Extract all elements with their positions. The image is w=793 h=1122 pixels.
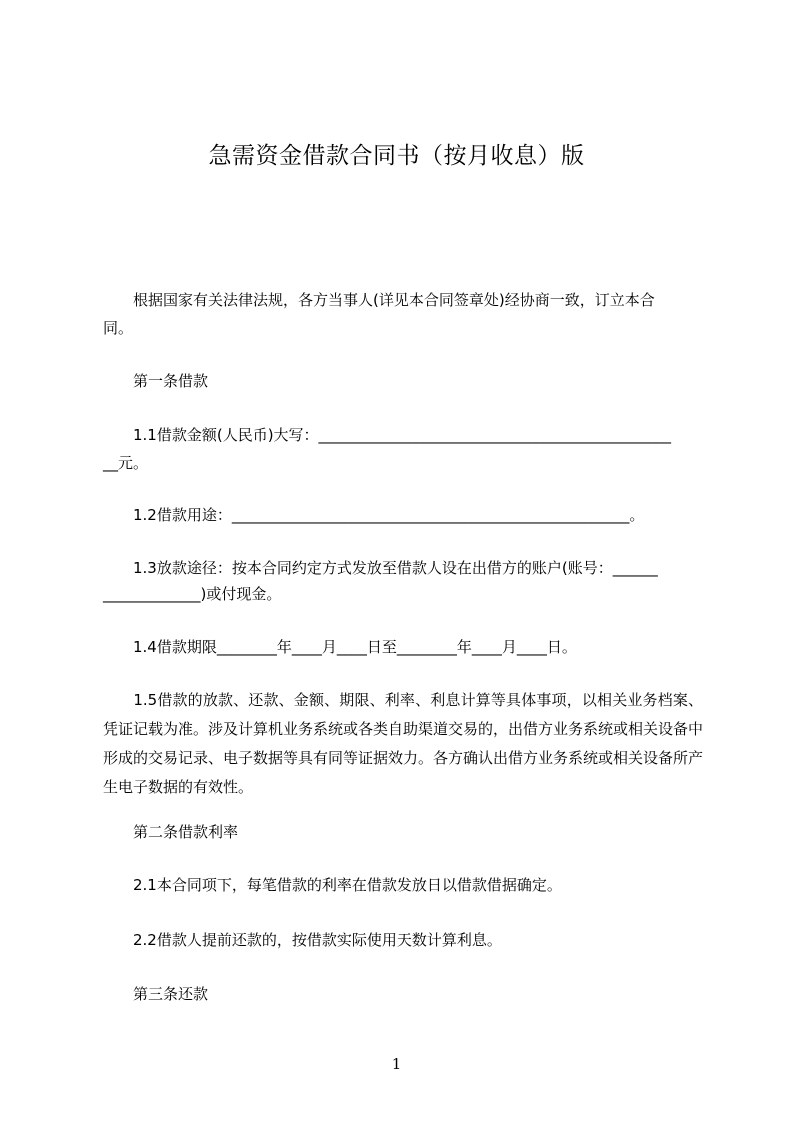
- clause-1-5: 1.5借款的放款、还款、金额、期限、利率、利息计算等具体事项，以相关业务档案、凭证记载为准。涉及计算机业务系统或各类自助渠道交易的，出借方业务系统或相关设备中形成的交易记录、电子数据等具有同等证据效力。各方确认出借方业务系统或相关设备所产生电子数据的有效性。: [103, 691, 704, 796]
- article1-heading: 第一条借款: [103, 372, 209, 390]
- article3-heading: 第三条还款: [103, 985, 209, 1003]
- clause-1-2: 1.2借款用途：_____________________________________________________。: [103, 506, 645, 524]
- clause-1-3-line1: 1.3放款途径：按本合同约定方式发放至借款人设在出借方的账户(账号：______: [103, 559, 658, 577]
- document-title: 急需资金借款合同书（按月收息）版: [208, 143, 585, 169]
- clause-1-3-line2: _____________)或付现金。: [103, 585, 282, 603]
- intro-paragraph-line1: 根据国家有关法律法规，各方当事人(详见本合同签章处)经协商一致，订立本合: [103, 291, 655, 309]
- clause-1-1-line2: __元。: [103, 454, 149, 472]
- clause-1-1-line1: 1.1借款金额(人民币)大写：_______________________________________________: [103, 426, 672, 444]
- clause-2-2: 2.2借款人提前还款的，按借款实际使用天数计算利息。: [103, 931, 502, 949]
- clause-2-1: 2.1本合同项下，每笔借款的利率在借款发放日以借款借据确定。: [103, 876, 562, 894]
- clause-1-4: 1.4借款期限________年____月____日至________年____月____日。: [103, 638, 577, 656]
- article2-heading: 第二条借款利率: [103, 823, 239, 841]
- intro-paragraph-line2: 同。: [103, 319, 134, 337]
- page-number: 1: [391, 1055, 402, 1073]
